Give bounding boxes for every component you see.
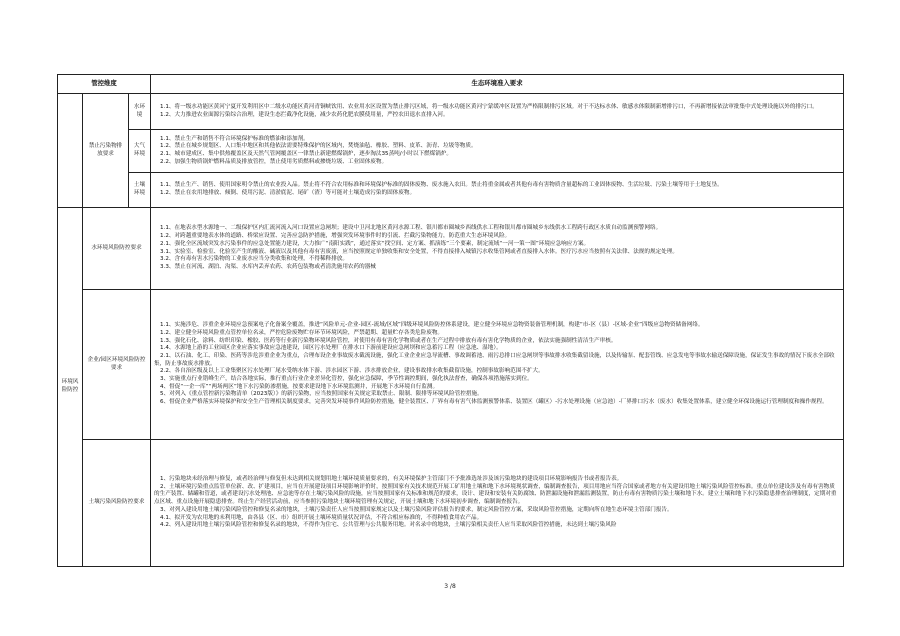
requirement-line: 1.2、禁止在农用地排放、倾倒、使用污泥、清淤底泥、尾矿（渣）等可能对土壤造成污染的固体废物。 — [160, 190, 416, 196]
requirement-line: 3.1、实验室、检验室、化验室产生的酸液、碱液以及其他有毒有害废液，应当按照规定单独收集和安全处置，不得直接排入城镇污水收集管网或者直接排入水体。医疗污水应当按照有关法律、法规的规定处理。 — [160, 248, 678, 255]
row-label-water-risk: 水环境风险防控要求 — [83, 208, 151, 290]
requirement-line: 1.2、禁止在城乡规划区、人口集中地区和其他依法需要特殊保护的区域内，焚烧油毡、橡胶、塑料、皮革、沥青、垃圾等物质。 — [160, 143, 477, 150]
table-row — [58, 94, 844, 130]
requirement-line: 2.1、以石油、化工、印染、医药等涉危涉重企业为重点，合理布设企业事故废水截流设施，强化工业企业应急导流槽、事故调蓄池、雨污总排口应急闸坝等事故排水收集截留设施，以及传输泵、配套管线、应急发电等事故水输送保障设施，保证发生事故的情况下废水全部收集，防止事故废水排放。 — [154, 352, 835, 367]
row-label-soil: 土壤环境 — [129, 173, 151, 208]
requirement-line: 1.1、在地表水型水源地一、二级保护区内汇流河流入河口设置应急闸坝；建设中卫河北地区黄河水源工程、银川都市圈城乡西线供水工程和银川都市圈城乡东线供水工程跨行政区水质自动监测预警网络。 — [160, 225, 662, 232]
table-row — [58, 130, 844, 173]
requirement-line: 1.1、禁止生产、销售、使用国家明令禁止的农业投入品。禁止将不符合农用标准和环境保护标准的固体废物、废水施入农田。禁止将重金属或者其他有毒有害物质含量超标的工业固体废物、生活垃圾、污染土壤等用于土地复垦。 — [160, 182, 723, 189]
requirement-line: 3、实施重点行业错峰生产，结合各地实际，推行重点行业企业差异化管控，强化应急保障，季节性调控期间，强化执法督查，确保各项措施落实到位。 — [160, 376, 533, 383]
requirement-line: 3、对列入建设用地土壤污染风险管控和修复名录的地块，土壤污染责任人应当按照国家规定以及土壤污染风险评估报告的要求，制定风险管控方案，采取风险管控措施，定期向所在地生态环境主管部门报告。 — [160, 506, 673, 513]
requirement-line: 5、对列入《重点管控新污染物清单（2023版）》的新污染物，应当按照国家有关规定采取禁止、限制、限排等环境风险管控措施。 — [160, 391, 483, 398]
requirement-line: 1.4、水源地上游的工业园区企业应落实事故应急池建设，园区污水处理厂在排水口下游前建设应急闸坝和应急蓄污工程（应急池、湿地）。 — [160, 345, 502, 352]
header-requirement: 生态环境准入要求 — [151, 75, 844, 94]
requirement-cell — [151, 94, 844, 130]
table-row — [58, 173, 844, 208]
requirement-cell — [151, 208, 844, 290]
requirement-line: 3.3、禁止在河流、湖泊、沟渠、水库内丢弃农药、农药包装物或者清洗施用农药的器械 — [160, 263, 376, 270]
requirement-cell — [151, 440, 844, 567]
subcategory-discharge-prohibition: 禁止污染物排放要求 — [83, 94, 129, 208]
requirement-cell — [151, 173, 844, 208]
requirement-cell — [151, 290, 844, 440]
table-row — [58, 440, 844, 567]
requirement-line: 2、土壤环境污染重点监管单位新、改、扩建项目，应当在开展建设项目环境影响评价时，按照国家有关技术规范开展工矿用地土壤和地下水环境现状调查，编制调查报告，项目用地应当符合国家或者地方有关建设用地土壤污染风险管控标准。重点单位建设涉及有毒有害物质的生产装置、储罐和管道，或者建设污水处理池、应急池等存在土壤污染风险的设施，应当按照国家有关标准和规范的要求，设计、建设和安装有关防腐蚀、防泄漏设施和泄漏监测装置，防止有毒有害物质污染土壤和地下水。建立土壤和地下水污染隐患排查治理制度，定期对重点区域、重点设施开展隐患排查。终止生产经营活动前，应当参照污染地块土壤环境管理有关规定，开展土壤和地下水环境初步调查，编制调查报告。 — [154, 483, 837, 506]
requirement-line: 1.2、对跨越重要地表水体的道路、桥梁应设置、完善应急防护措施，增强突发环境事件时的引流、拦截污染物能力，防范重大生态环境风险。 — [160, 233, 511, 240]
table-header-row — [58, 75, 844, 94]
requirement-cell — [151, 130, 844, 173]
requirement-line: 1、污染地块未经治理与修复，或者经治理与修复但未达到相关规划用地土壤环境质量要求的，有关环境保护主管部门不予批准选址涉及该污染地块的建设项目环境影响报告书或者报告表。 — [160, 476, 623, 483]
requirement-line: 1.1、将一级水功能区黄河宁夏开发利用区中二级水功能区黄河青铜峡饮用、农业用水区设置为禁止排污区域，将一级水功能区黄河宁蒙缓冲区设置为严格限制排污区域。对于不达标水体、敏感水体限制新增排污口，不再新增接依法审批集中式处理设施以外的排污口。 — [160, 103, 818, 110]
requirement-line: 4、督促“一企一库”“两场两区”地下水污染防渗措施，按要求建设地下水环境监测井，开展地下水环境自行监测。 — [160, 383, 439, 390]
eco-requirements-table — [57, 74, 844, 567]
requirement-line: 2.1、城市建成区、集中供热覆盖区及天然气管网覆盖区一律禁止新建燃煤锅炉，逐步淘汰35蒸吨/小时以下燃煤锅炉。 — [160, 151, 453, 157]
row-label-soil-risk: 土壤污染风险防控要求 — [83, 440, 151, 567]
requirement-line: 2.2、各自治区级及以上工业集聚区污水处理厂尾水受纳水体下游、涉水园区下游、涉水排放企业，建设事故排水收集截留设施，控制事故影响范围不扩大。 — [160, 368, 544, 375]
row-label-enterprise-risk: 企业/园区环境风险防控要求 — [83, 290, 151, 440]
group-label-empty — [58, 94, 83, 208]
header-dimension: 管控维度 — [58, 75, 151, 94]
requirement-line: 1.1、实施涉危、涉重企业环境应急预案电子化备案全覆盖，推进“风险单元-企业-园区-流域/区域”四级环境风险防控体系建设，建立健全环境应急物资装备管理机制，构建“市-区（县）-区域-企业”四级应急物资储备网络。 — [160, 322, 704, 329]
requirement-line: 1.2、建立健全环境风险重点管控单位名录，严控危险废物贮存环节环境风险，严禁超期、超量贮存各类危险废物。 — [160, 329, 444, 336]
requirement-line: 1.1、禁止生产和销售不符合环境保护标准的燃油和添加剂。 — [160, 135, 309, 142]
page-number: 3 /8 — [444, 583, 456, 590]
requirement-line: 4.2、列入建设用地土壤污染风险管控和修复名录的地块，不得作为住宅、公共管理与公共服务用地。对名录中的地块，土壤污染相关责任人应当采取风险管控措施，未达到土壤污染风险 — [160, 522, 617, 529]
row-label-air: 大气环境 — [129, 130, 151, 173]
table-row — [58, 290, 844, 440]
requirement-line: 6、督促企业严格落实环境保护和安全生产管理相关制度要求，完善突发环境事件风险防控措施，健全装置区、厂界有毒有害气体监测预警体系、装置区（罐区）-污水处理设施（应急池）-厂界排口污水（废水）收集处置体系，建立健全环保设施运行管理制度和操作规程。 — [160, 399, 828, 406]
requirement-line: 2.1、强化全区流域突发水污染事件的应急处置能力建设，大力推广“南阳实践”，通过落实“找空间、定方案、抓演练”三个要素，制定流域“一河一策一图”环境应急响应方案。 — [160, 240, 590, 247]
requirement-line: 2.2、加强生物质锅炉燃料品质及排放管控，禁止使用劣质燃料或掺烧垃圾、工业固体废物。 — [160, 158, 388, 165]
row-label-water: 水环境 — [129, 94, 151, 130]
requirement-line: 1.3、强化石化、涂料、纺织印染、橡胶、医药等行业新污染物环境风险管控，对使用有毒有害化学物质或者在生产过程中排放有毒有害化学物质的企业，依法实施强制性清洁生产审核。 — [160, 337, 617, 344]
requirement-line: 3.2、含有毒有害水污染物的工业废水应当分类收集和处理，不得稀释排放。 — [160, 256, 348, 263]
requirement-line: 4.1、拟开发为农用地的未利用地，由各县（区、市）组织开展土壤环境质量状况评估，不符合相应标准的，不得种植食用农产品。 — [160, 514, 483, 521]
group-label-risk-control: 环境风险防控 — [58, 208, 83, 567]
requirement-line: 1.2、大力推进农业面源污染综合治理，建设生态拦截净化设施，减少农药化肥农膜使用量，严控农田退水直排入河。 — [160, 111, 449, 118]
table-row — [58, 208, 844, 290]
